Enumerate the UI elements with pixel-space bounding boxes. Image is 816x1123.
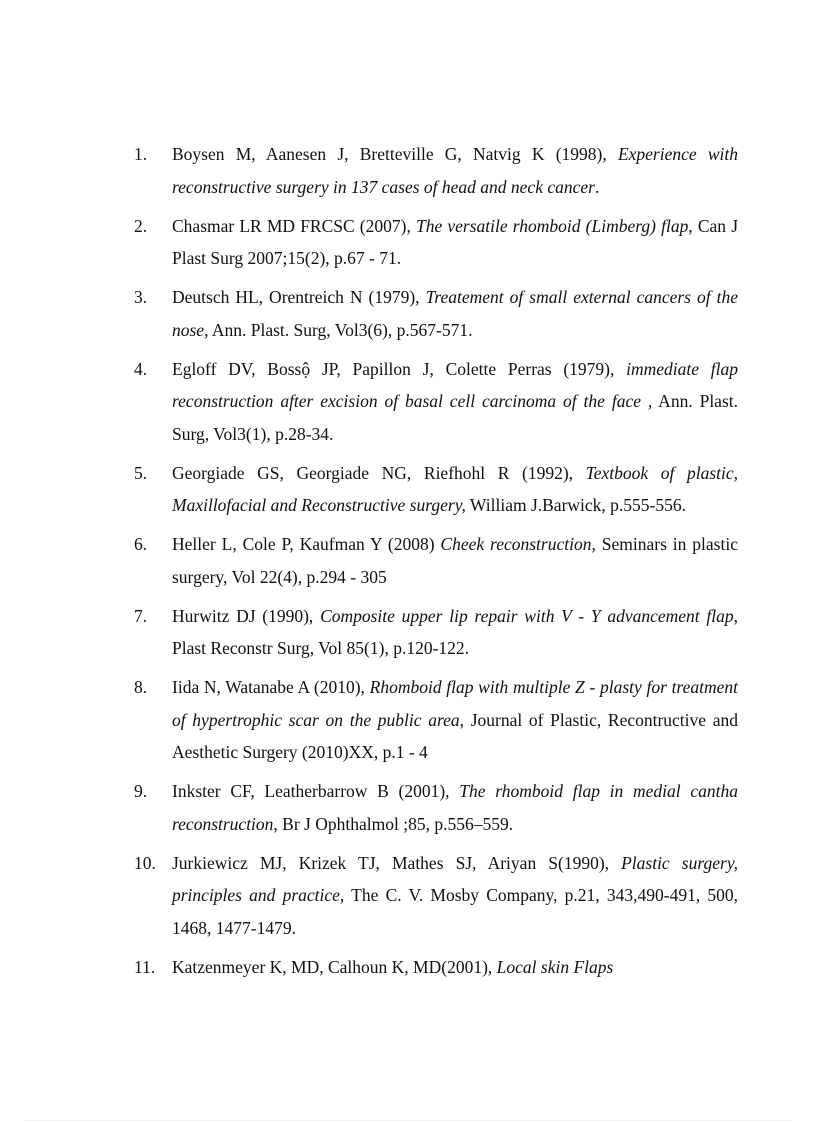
reference-source: , Can J Plast Surg 2007;15(2), p.67 - 71. <box>172 215 738 268</box>
reference-authors: Iida N, Watanabe A (2010), <box>172 677 370 697</box>
reference-item-11 <box>134 951 738 984</box>
reference-title: Plastic surgery, principles and practice, <box>172 852 738 905</box>
reference-title: Treatement of small external cancers of the nose, <box>172 287 738 340</box>
reference-source: William J.Barwick, p.555-556. <box>465 495 687 515</box>
reference-title: Composite upper lip repair with V - Y advancement flap <box>320 605 734 626</box>
reference-number: 2. <box>134 215 148 236</box>
reference-source: Seminars in plastic surgery, Vol 22(4), p.294 - 305 <box>172 534 738 587</box>
reference-title: The rhomboid flap in medial cantha reconstruction <box>172 781 739 834</box>
reference-number: 6. <box>134 534 148 554</box>
reference-number: 10. <box>134 852 156 873</box>
reference-item-9 <box>134 775 738 840</box>
reference-item-6 <box>134 528 738 593</box>
reference-source: , Journal of Plastic, Recontructive and Aesthetic Surgery (2010)XX, p.1 - 4 <box>172 709 739 762</box>
reference-title: Textbook of plastic, Maxillofacial and Reconstructive surgery, <box>172 462 739 515</box>
reference-source: . <box>594 176 600 197</box>
reference-title: The versatile rhomboid (Limberg) flap <box>415 215 689 236</box>
reference-item-3 <box>134 281 738 346</box>
reference-item-1 <box>134 138 738 203</box>
reference-number: 11. <box>134 956 156 977</box>
reference-authors: Boysen M, Aanesen J, Bretteville G, Natvig K (1998), <box>172 144 618 164</box>
reference-title: Rhomboid flap with multiple Z - plasty for treatment of hypertrophic scar on the public area <box>172 677 738 730</box>
reference-item-7 <box>134 600 738 665</box>
reference-authors: Georgiade GS, Georgiade NG, Riefhohl R (1992), <box>172 462 586 483</box>
reference-number: 1. <box>134 144 148 164</box>
reference-authors: Chasmar LR MD FRCSC (2007), <box>172 215 416 236</box>
reference-title: Cheek reconstruction, <box>440 534 596 554</box>
reference-number: 9. <box>134 781 148 801</box>
reference-item-2 <box>134 210 738 275</box>
reference-authors: Deutsch HL, Orentreich N (1979), <box>172 287 426 307</box>
reference-authors: Inkster CF, Leatherbarrow B (2001), <box>172 781 460 801</box>
reference-number: 4. <box>134 358 148 379</box>
reference-item-5 <box>134 457 738 522</box>
reference-authors: Jurkiewicz MJ, Krizek TJ, Mathes SJ, Ariyan S(1990), <box>172 852 622 873</box>
reference-authors: Heller L, Cole P, Kaufman Y (2008) <box>172 534 441 554</box>
page-bottom-divider <box>24 1120 792 1121</box>
reference-title: Experience with reconstructive surgery in 137 cases of head and neck cancer <box>172 144 738 197</box>
reference-authors: Egloff DV, Bossộ JP, Papillon J, Colette Perras (1979) <box>172 358 610 379</box>
reference-item-10 <box>134 847 738 945</box>
reference-number: 8. <box>134 677 148 697</box>
reference-item-8 <box>134 671 738 769</box>
reference-list <box>134 138 738 990</box>
reference-title: Local skin Flaps <box>496 956 614 977</box>
reference-number: 7. <box>134 605 148 626</box>
reference-number: 3. <box>134 287 148 307</box>
reference-source: Ann. Plast. Surg, Vol3(1), p.28-34. <box>172 391 738 444</box>
reference-source: , Plast Reconstr Surg, Vol 85(1), p.120-122. <box>172 605 739 658</box>
reference-source: Ann. Plast. Surg, Vol3(6), p.567-571. <box>208 319 473 340</box>
reference-source: , Br J Ophthalmol ;85, p.556–559. <box>273 813 514 834</box>
reference-number: 5. <box>134 462 148 483</box>
reference-authors: Katzenmeyer K, MD, Calhoun K, MD(2001), <box>172 956 497 977</box>
reference-item-4 <box>134 353 738 451</box>
reference-title: , immediate flap reconstruction after excision of basal cell carcinoma of the face , <box>172 358 738 411</box>
reference-source: The C. V. Mosby Company, p.21, 343,490-491, 500, 1468, 1477-1479. <box>172 885 738 938</box>
reference-authors: Hurwitz DJ (1990), <box>172 605 321 626</box>
